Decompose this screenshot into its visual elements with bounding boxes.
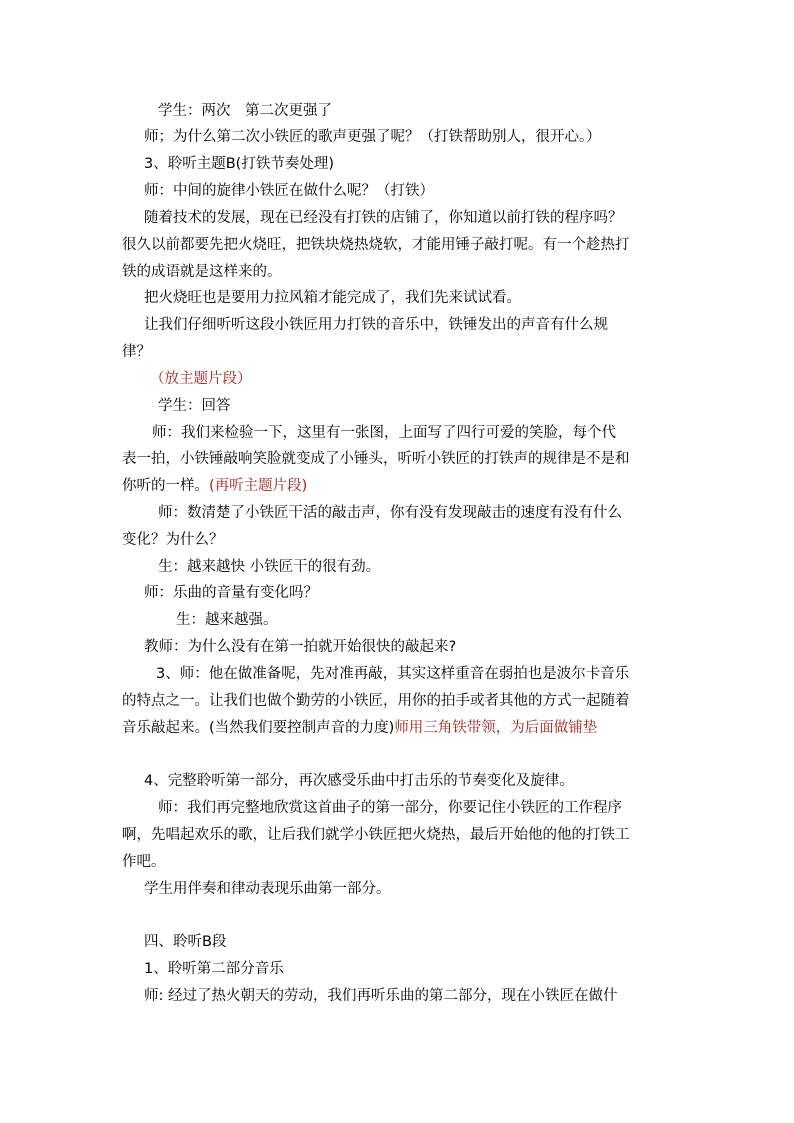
section-heading: 1、聆听第二部分音乐: [144, 961, 284, 977]
paragraph-line: 铁的成语就是这样来的。: [122, 264, 282, 280]
paragraph-line: 啊，先唱起欢乐的歌，让后我们就学小铁匠把火烧热，最后开始他的他的打铁工: [122, 827, 630, 843]
paragraph-line: 学生用伴奏和律动表现乐曲第一部分。: [144, 881, 391, 897]
line-text: 你听的一样。: [122, 478, 209, 494]
line-text: 音乐敲起来。(当然我们要控制声音的力度): [122, 720, 395, 736]
paragraph-line: 生：越来越快 小铁匠干的很有劲。: [158, 559, 381, 575]
stage-direction: (再听主题片段): [209, 478, 308, 494]
paragraph-line: 3、师：他在做准备呢，先对准再敲，其实这样重音在弱拍也是波尔卡音乐: [156, 666, 630, 682]
paragraph-line: 教师：为什么没有在第一拍就开始很快的敲起来?: [144, 639, 457, 655]
paragraph-line: 很久以前都要先把火烧旺，把铁块烧热烧软，才能用锤子敲打呢。有一个趁热打: [122, 237, 630, 253]
paragraph-line: 生：越来越强。: [176, 612, 278, 628]
paragraph-line: 变化？为什么？: [122, 532, 224, 548]
paragraph-line: 学生：回答: [158, 398, 231, 414]
paragraph-line: 师：乐曲的音量有变化吗？: [144, 585, 318, 601]
paragraph-line: 师：数清楚了小铁匠干活的敲击声，你有没有发现敲击的速度有没有什么: [158, 505, 622, 521]
paragraph-line: 师；为什么第二次小铁匠的歌声更强了呢？（打铁帮助别人，很开心。）: [144, 129, 601, 145]
paragraph-line: 师：我们再完整地欣赏这首曲子的第一部分，你要记住小铁匠的工作程序: [158, 800, 622, 816]
paragraph-line: [122, 476, 307, 496]
paragraph-line: 的特点之一。让我们也做个勤劳的小铁匠，用你的拍手或者其他的方式一起随着: [122, 693, 630, 709]
stage-direction: 师用三角铁带领，为后面做铺垫: [394, 720, 598, 736]
section-heading: 四、聆听B段: [144, 934, 227, 950]
paragraph-line: 把火烧旺也是要用力拉风箱才能完成了，我们先来试试看。: [144, 290, 521, 306]
paragraph-line: 学生：两次 第二次更强了: [158, 103, 332, 119]
paragraph-line: 师: 经过了热火朝天的劳动，我们再听乐曲的第二部分，现在小铁匠在做什: [144, 988, 618, 1004]
section-heading: 4、完整聆听第一部分，再次感受乐曲中打击乐的节奏变化及旋律。: [144, 773, 574, 789]
paragraph-line: 让我们仔细听听这段小铁匠用力打铁的音乐中，铁锤发出的声音有什么规: [144, 317, 608, 333]
paragraph-line: 表一拍，小铁锤敲响笑脸就变成了小锤头，听听小铁匠的打铁声的规律是不是和: [122, 451, 630, 467]
paragraph-line: 作吧。: [122, 854, 166, 870]
section-heading: 3、聆听主题B(打铁节奏处理): [144, 156, 334, 172]
stage-direction: （放主题片段）: [150, 371, 252, 387]
paragraph-line: 师：我们来检验一下，这里有一张图，上面写了四行可爱的笑脸，每个代: [152, 425, 616, 441]
paragraph-line: 律？: [122, 344, 151, 360]
paragraph-line: 师：中间的旋律小铁匠在做什么呢？（打铁）: [144, 183, 434, 199]
paragraph-line: [122, 718, 597, 738]
paragraph-line: 随着技术的发展，现在已经没有打铁的店铺了，你知道以前打铁的程序吗？: [144, 210, 623, 226]
